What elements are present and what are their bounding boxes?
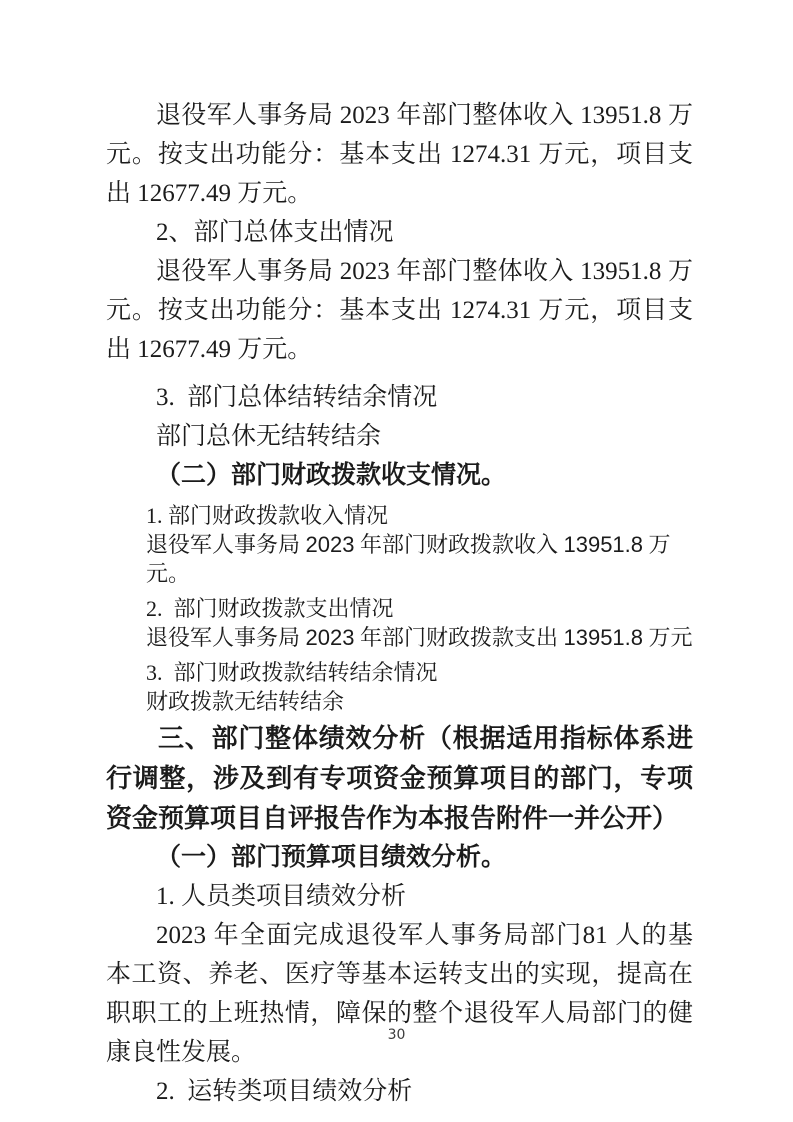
heading-personnel-project: 1. 人员类项目绩效分析 [156,883,407,910]
heading-dept-carryover: 3. 部门总体结转结余情况 [156,384,438,411]
fiscal-income-text-2: 年部门财政拨款收入 [354,532,564,557]
paragraph-personnel-performance: 2023 年全面完成退役军人事务局部门81 人的基本工资、养老、医疗等基本运转支出的实现，提高在职职工的上班热情，障保的整个退役军人局部门的健康良性发展。 [106,922,693,1066]
fiscal-expense-year: 2023 [305,625,355,650]
heading-fiscal-expense: 2. 部门财政拨款支出情况 [146,596,394,621]
fiscal-expense-text-1: 退役军人事务局 [146,625,306,650]
paragraph-no-carryover-dept: 部门总休无结转结余 [156,423,382,450]
page-content [106,96,693,1111]
paragraph-no-carryover-fiscal: 财政拨款无结转结余 [146,689,345,714]
paragraph-overall-income-1: 退役军人事务局 2023 年部门整体收入 13951.8 万元。按支出功能分：基本支出 1274.31 万元，项目支出 12677.49 万元。 [106,102,693,207]
paragraph-fiscal-expense [106,623,693,652]
heading-section-3-1-budget-project: （一）部门预算项目绩效分析。 [156,844,507,871]
heading-dept-total-expense: 2、部门总体支出情况 [156,219,394,246]
heading-section-3-performance-analysis: 三、部门整体绩效分析（根据适用指标体系进行调整，涉及到有专项资金预算项目的部门，专项资金预算项目自评报告作为本报告附件一并公开） [106,723,693,833]
paragraph-fiscal-income [106,530,693,588]
paragraph-overall-income-2: 退役军人事务局 2023 年部门整体收入 13951.8 万元。按支出功能分：基本支出 1274.31 万元，项目支出 12677.49 万元。 [106,258,693,363]
fiscal-expense-amount: 13951.8 [563,625,644,650]
heading-fiscal-carryover: 3. 部门财政拨款结转结余情况 [146,660,438,685]
fiscal-income-year: 2023 [305,532,355,557]
heading-operation-project: 2. 运转类项目绩效分析 [156,1078,413,1105]
page-number: 30 [387,1027,406,1043]
heading-fiscal-income: 1. 部门财政拨款收入情况 [146,503,389,528]
fiscal-income-text-1: 退役军人事务局 [146,532,306,557]
fiscal-expense-text-3: 万元 [643,625,693,650]
fiscal-income-text-3: 万元。 [146,532,671,586]
heading-section-2-fiscal-appropriation: （二）部门财政拨款收支情况。 [156,462,507,489]
fiscal-expense-text-2: 年部门财政拨款支出 [354,625,564,650]
fiscal-income-amount: 13951.8 [563,532,644,557]
